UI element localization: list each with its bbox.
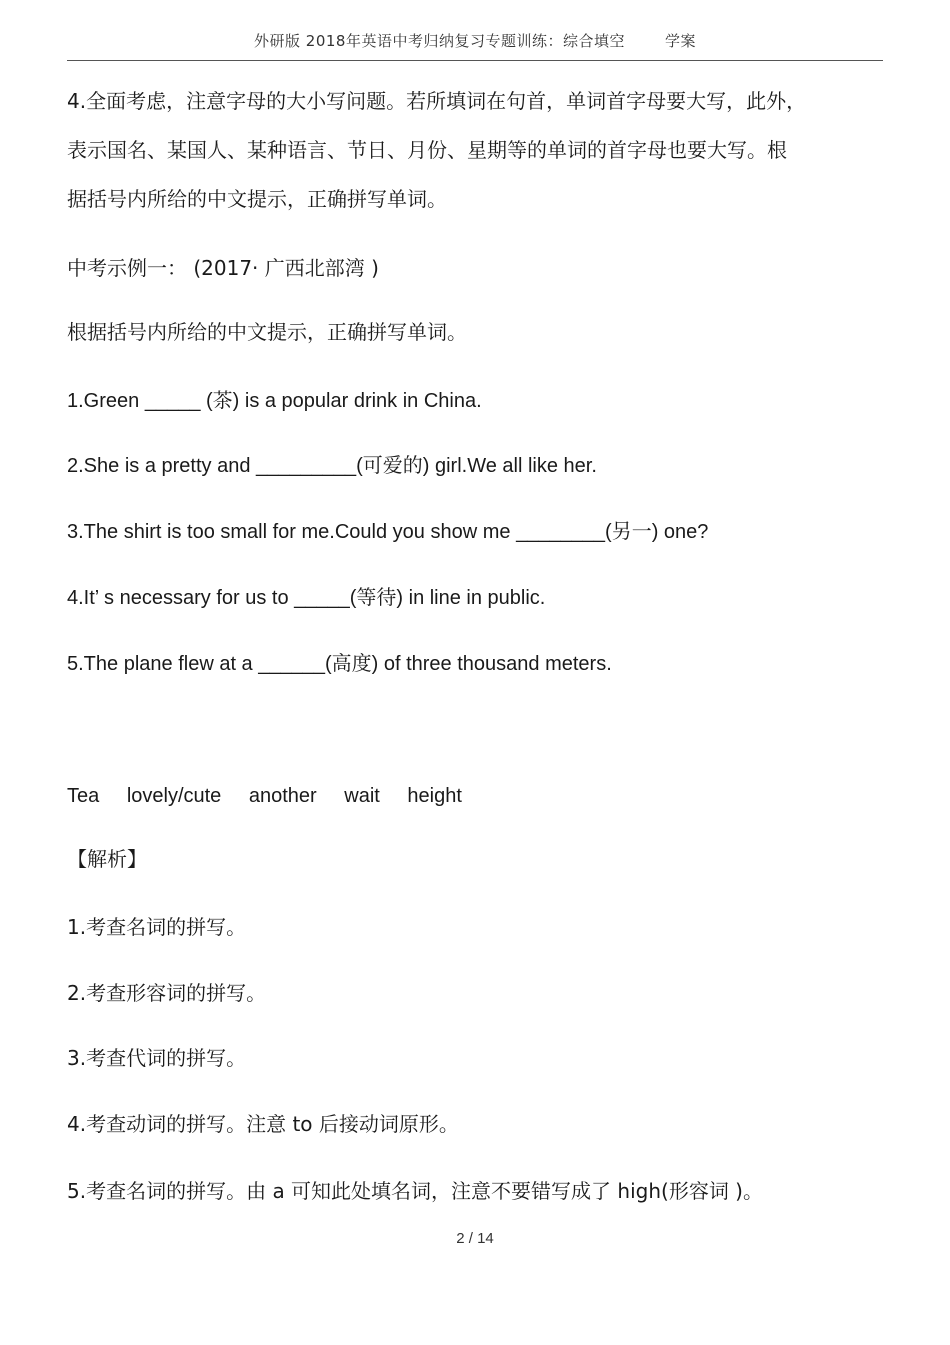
- header-divider: [67, 60, 883, 61]
- analysis-item-5: 5.考查名词的拼写。由 a 可知此处填名词，注意不要错写成了 high(形容词 )。: [67, 1179, 763, 1203]
- answer-4: wait: [344, 785, 380, 807]
- header-title: 外研版 2018年英语中考归纳复习专题训练：综合填空: [254, 32, 625, 50]
- page-number: 2 / 14: [456, 1230, 494, 1247]
- question-3: 3.The shirt is too small for me.Could you show me ________(另一) one?: [67, 521, 709, 543]
- example-heading: 中考示例一： (2017· 广西北部湾 ): [67, 256, 379, 280]
- analysis-item-1: 1.考查名词的拼写。: [67, 915, 247, 939]
- answer-5: height: [407, 785, 462, 807]
- question-4: 4.It’ s necessary for us to _____(等待) in line in public.: [67, 587, 546, 609]
- answer-3: another: [248, 785, 317, 807]
- example-instruction: 根据括号内所给的中文提示，正确拼写单词。: [67, 320, 467, 344]
- answer-key: [67, 784, 484, 808]
- page-header: [0, 30, 950, 51]
- analysis-item-3: 3.考查代词的拼写。: [67, 1046, 247, 1070]
- intro-line-3: 据括号内所给的中文提示，正确拼写单词。: [67, 187, 447, 211]
- header-tag: 学案: [664, 32, 696, 50]
- answer-1: Tea: [67, 785, 100, 807]
- question-2: 2.She is a pretty and _________(可爱的) girl.We all like her.: [67, 455, 597, 477]
- question-1: 1.Green _____ (茶) is a popular drink in China.: [67, 390, 482, 412]
- intro-line-1: 4.全面考虑，注意字母的大小写问题。若所填词在句首，单词首字母要大写，此外，: [67, 89, 807, 113]
- intro-line-2: 表示国名、某国人、某种语言、节日、月份、星期等的单词的首字母也要大写。根: [67, 138, 787, 162]
- analysis-item-4: 4.考查动词的拼写。注意 to 后接动词原形。: [67, 1112, 459, 1136]
- answer-2: lovely/cute: [126, 785, 222, 807]
- question-5: 5.The plane flew at a ______(高度) of three thousand meters.: [67, 653, 612, 675]
- analysis-item-2: 2.考查形容词的拼写。: [67, 981, 267, 1005]
- analysis-heading: 【解析】: [67, 847, 147, 871]
